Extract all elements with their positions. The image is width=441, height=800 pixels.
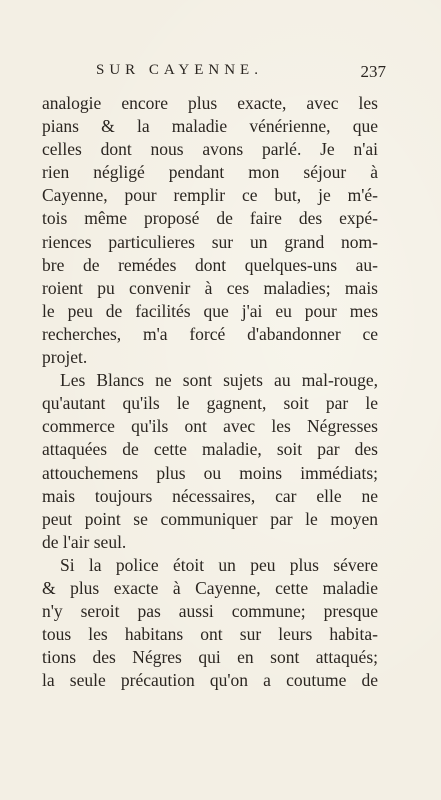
- text-line: projet.: [42, 347, 88, 368]
- text-line: Si la police étoit un peu plus sévere: [60, 554, 378, 575]
- page-number: 237: [360, 62, 386, 81]
- text-line: peut point se communiquer par le moyen: [42, 508, 378, 529]
- text-line: celles dont nous avons parlé. Je n'ai: [42, 139, 378, 160]
- paragraph-continued: [42, 92, 378, 369]
- text-line: attouchemens plus ou moins immédiats;: [42, 462, 378, 483]
- text-line: qu'autant qu'ils le gagnent, soit par le: [42, 393, 378, 414]
- text-line: la seule précaution qu'on a coutume de: [42, 670, 378, 691]
- text-line: bre de remédes dont quelques-uns au-: [42, 254, 378, 275]
- text-line: tois même proposé de faire des expé-: [42, 208, 378, 229]
- text-line: recherches, m'a forcé d'abandonner ce: [42, 323, 378, 344]
- text-line: pians & la maladie vénérienne, que: [42, 116, 378, 137]
- text-line: analogie encore plus exacte, avec les: [42, 93, 378, 113]
- paragraph: [42, 369, 378, 554]
- text-line: attaquées de cette maladie, soit par des: [42, 439, 378, 460]
- paragraph: [42, 554, 378, 693]
- running-head: [96, 62, 386, 86]
- text-line: commerce qu'ils ont avec les Négresses: [42, 416, 378, 437]
- text-line: rien négligé pendant mon séjour à: [42, 162, 378, 183]
- text-line: Les Blancs ne sont sujets au mal-rouge,: [60, 370, 378, 391]
- text-line: riences particulieres sur un grand nom-: [42, 231, 378, 252]
- text-line: n'y seroit pas aussi commune; presque: [42, 601, 378, 622]
- body-text: [42, 92, 378, 692]
- text-line: & plus exacte à Cayenne, cette maladie: [42, 577, 378, 598]
- text-line: roient pu convenir à ces maladies; mais: [42, 277, 378, 298]
- text-line: de l'air seul.: [42, 531, 127, 552]
- text-line: tous les habitans ont sur leurs habita-: [42, 624, 378, 645]
- running-title: SUR CAYENNE.: [96, 62, 263, 78]
- text-line: Cayenne, pour remplir ce but, je m'é-: [42, 185, 378, 206]
- text-line: mais toujours nécessaires, car elle ne: [42, 485, 378, 506]
- text-line: tions des Négres qui en sont attaqués;: [42, 647, 378, 668]
- text-line: le peu de facilités que j'ai eu pour mes: [42, 300, 378, 321]
